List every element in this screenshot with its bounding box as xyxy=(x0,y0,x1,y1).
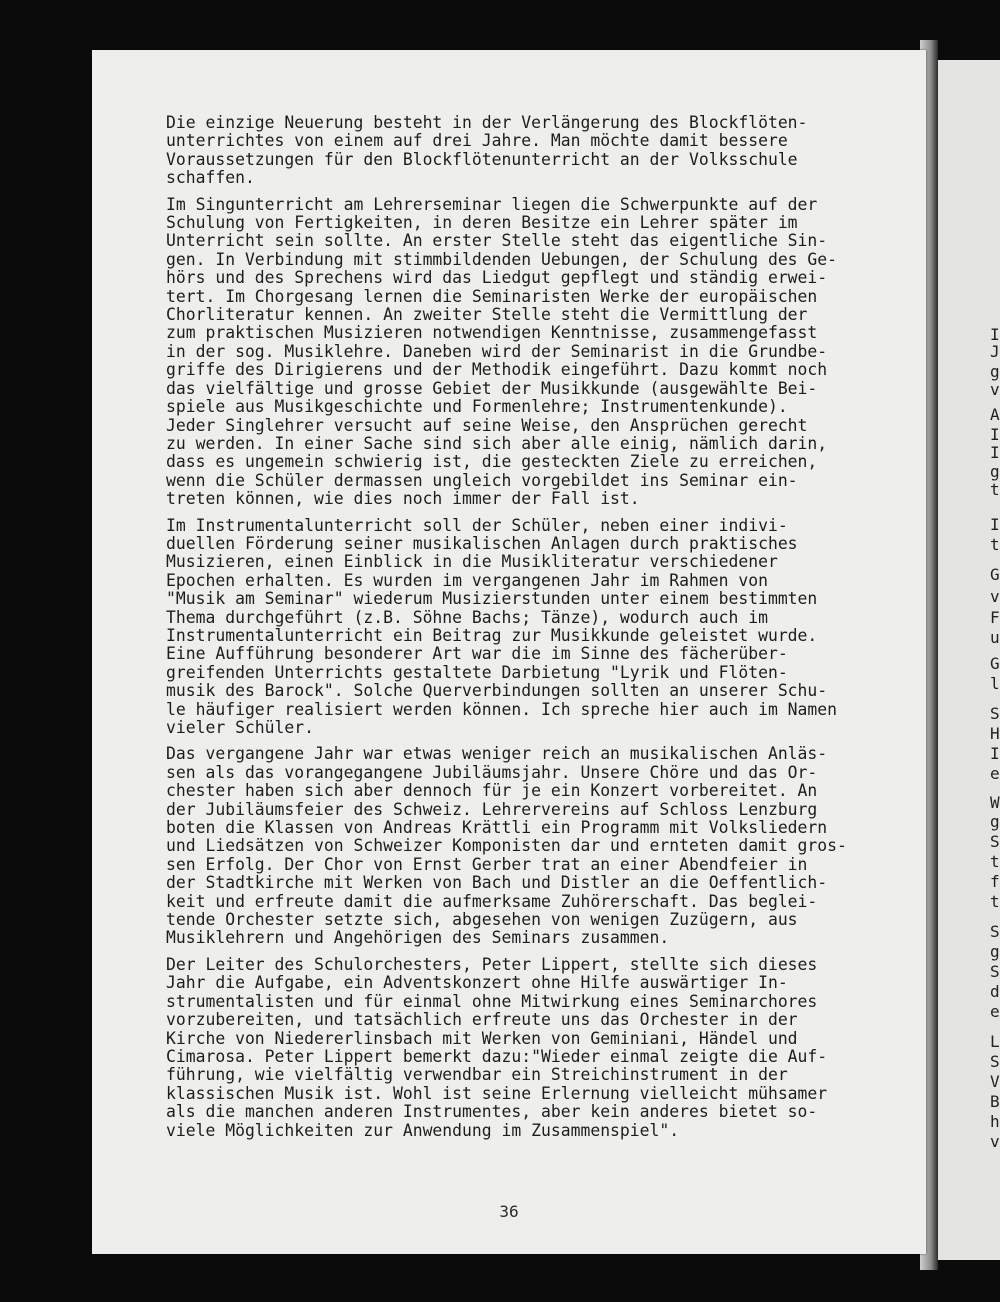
text-line: Jeder Singlehrer versucht auf seine Weise, den Ansprüchen gerecht xyxy=(166,415,808,435)
facing-page-fragment: V xyxy=(990,1072,1000,1091)
text-line: zu werden. In einer Sache sind sich aber alle einig, nämlich darin, xyxy=(166,433,828,453)
facing-page-fragment: g xyxy=(990,812,1000,831)
text-line: treten können, wie dies noch immer der Fall ist. xyxy=(166,489,640,509)
facing-page-fragment: J xyxy=(990,342,1000,361)
text-line: Voraussetzungen für den Blockflötenunterricht an der Volksschule xyxy=(166,149,798,169)
facing-page-fragment: f xyxy=(990,872,1000,891)
body-text xyxy=(166,114,926,1148)
text-line: hörs und des Sprechens wird das Liedgut gepflegt und ständig erwei- xyxy=(166,268,828,288)
text-line: als die manchen anderen Instrumentes, aber kein anderes bietet so- xyxy=(166,1102,818,1122)
text-line: dass es ungemein schwierig ist, die gesteckten Ziele zu erreichen, xyxy=(166,452,818,472)
facing-page-fragment: I xyxy=(990,425,1000,444)
text-line: Kirche von Niedererlinsbach mit Werken von Geminiani, Händel und xyxy=(166,1028,798,1048)
paragraph xyxy=(166,517,926,738)
text-line: vorzubereiten, und tatsächlich erfreute uns das Orchester in der xyxy=(166,1010,798,1030)
facing-page-fragment: S xyxy=(990,704,1000,723)
facing-page-fragment: I xyxy=(990,515,1000,534)
facing-page-fragment: g xyxy=(990,942,1000,961)
text-line: in der sog. Musiklehre. Daneben wird der Seminarist in die Grundbe- xyxy=(166,341,828,361)
facing-page-fragment: S xyxy=(990,832,1000,851)
text-line: klassischen Musik ist. Wohl ist seine Erlernung vielleicht mühsamer xyxy=(166,1083,828,1103)
facing-page-fragment: B xyxy=(990,1092,1000,1111)
text-line: "Musik am Seminar" wiederum Musizierstunden unter einem bestimmten xyxy=(166,589,818,609)
text-line: Jahr die Aufgabe, ein Adventskonzert ohne Hilfe auswärtiger In- xyxy=(166,973,788,993)
facing-page-fragment: t xyxy=(990,852,1000,871)
text-line: griffe des Dirigierens und der Methodik eingeführt. Dazu kommt noch xyxy=(166,360,828,380)
text-line: Epochen erhalten. Es wurden im vergangenen Jahr im Rahmen von xyxy=(166,570,768,590)
text-line: Thema durchgeführt (z.B. Söhne Bachs; Tänze), wodurch auch im xyxy=(166,607,768,627)
text-line: vieler Schüler. xyxy=(166,718,315,737)
facing-page-fragment: t xyxy=(990,535,1000,554)
text-line: schaffen. xyxy=(166,168,255,188)
facing-page-fragment: v xyxy=(990,1132,1000,1151)
facing-page-fragment: e xyxy=(990,1002,1000,1021)
text-line: der Jubiläumsfeier des Schweiz. Lehrervereins auf Schloss Lenzburg xyxy=(166,799,818,819)
facing-page-fragment: g xyxy=(990,362,1000,381)
facing-page xyxy=(936,60,1000,1260)
facing-page-fragment: v xyxy=(990,380,1000,399)
facing-page-fragment: H xyxy=(990,724,1000,743)
text-line: Musizieren, einen Einblick in die Musikliteratur verschiedener xyxy=(166,552,778,572)
paragraph xyxy=(166,745,926,947)
facing-page-fragment: S xyxy=(990,922,1000,941)
text-line: und Liedsätzen von Schweizer Komponisten dar und ernteten damit gros- xyxy=(166,836,847,856)
document-page xyxy=(92,50,926,1254)
facing-page-fragment: d xyxy=(990,982,1000,1001)
text-line: boten die Klassen von Andreas Krättli ein Programm mit Volksliedern xyxy=(166,818,828,838)
text-line: musik des Barock". Solche Querverbindungen sollten an unserer Schu- xyxy=(166,681,828,701)
text-line: zum praktischen Musizieren notwendigen Kenntnisse, zusammengefasst xyxy=(166,323,818,343)
text-line: chester haben sich aber dennoch für je ein Konzert vorbereitet. An xyxy=(166,781,818,801)
text-line: Cimarosa. Peter Lippert bemerkt dazu:"Wieder einmal zeigte die Auf- xyxy=(166,1046,828,1066)
text-line: Im Singunterricht am Lehrerseminar liegen die Schwerpunkte auf der xyxy=(166,194,818,214)
text-line: strumentalisten und für einmal ohne Mitwirkung eines Seminarchores xyxy=(166,991,818,1011)
paragraph xyxy=(166,956,926,1140)
text-line: unterrichtes von einem auf drei Jahre. Man möchte damit bessere xyxy=(166,131,788,151)
facing-page-fragment: l xyxy=(990,674,1000,693)
text-line: tende Orchester setzte sich, abgesehen von wenigen Zuzügern, aus xyxy=(166,910,798,930)
text-line: Unterricht sein sollte. An erster Stelle steht das eigentliche Sin- xyxy=(166,231,828,251)
text-line: der Stadtkirche mit Werken von Bach und Distler an die Oeffentlich- xyxy=(166,873,828,893)
text-line: le häufiger realisiert werden können. Ich spreche hier auch im Namen xyxy=(166,699,838,719)
facing-page-fragment: F xyxy=(990,608,1000,627)
text-line: wenn die Schüler dermassen ungleich vorgebildet ins Seminar ein- xyxy=(166,470,798,490)
facing-page-fragment: L xyxy=(990,1032,1000,1051)
text-line: sen Erfolg. Der Chor von Ernst Gerber trat an einer Abendfeier in xyxy=(166,854,808,874)
text-line: sen als das vorangegangene Jubiläumsjahr. Unsere Chöre und das Or- xyxy=(166,762,818,782)
paragraph xyxy=(166,196,926,509)
text-line: Musiklehrern und Angehörigen des Seminars zusammen. xyxy=(166,928,670,948)
text-line: gen. In Verbindung mit stimmbildenden Uebungen, der Schulung des Ge- xyxy=(166,249,838,269)
text-line: tert. Im Chorgesang lernen die Seminaristen Werke der europäischen xyxy=(166,286,818,306)
facing-page-fragment: t xyxy=(990,480,1000,499)
text-line: Chorliteratur kennen. An zweiter Stelle steht die Vermittlung der xyxy=(166,305,808,325)
text-line: Instrumentalunterricht ein Beitrag zur Musikkunde geleistet wurde. xyxy=(166,625,818,645)
facing-page-fragment: I xyxy=(990,744,1000,763)
page-number: 36 xyxy=(499,1202,519,1221)
facing-page-fragment: S xyxy=(990,1052,1000,1071)
facing-page-fragment: g xyxy=(990,462,1000,481)
text-line: das vielfältige und grosse Gebiet der Musikkunde (ausgewählte Bei- xyxy=(166,378,818,398)
facing-page-fragment: I xyxy=(990,443,1000,462)
facing-page-fragment: G xyxy=(990,565,1000,584)
facing-page-fragment: G xyxy=(990,654,1000,673)
text-line: Das vergangene Jahr war etwas weniger reich an musikalischen Anläs- xyxy=(166,744,828,764)
facing-page-fragment: W xyxy=(990,793,1000,812)
text-line: Eine Aufführung besonderer Art war die im Sinne des fächerüber- xyxy=(166,644,788,664)
text-line: Die einzige Neuerung besteht in der Verlängerung des Blockflöten- xyxy=(166,113,808,132)
text-line: Der Leiter des Schulorchesters, Peter Lippert, stellte sich dieses xyxy=(166,954,818,974)
text-line: duellen Förderung seiner musikalischen Anlagen durch praktisches xyxy=(166,533,798,553)
text-line: spiele aus Musikgeschichte und Formenlehre; Instrumentenkunde). xyxy=(166,397,788,417)
text-line: greifenden Unterrichts gestaltete Darbietung "Lyrik und Flöten- xyxy=(166,662,788,682)
facing-page-fragment: I xyxy=(990,325,1000,344)
text-line: Schulung von Fertigkeiten, in deren Besitze ein Lehrer später im xyxy=(166,213,798,233)
facing-page-fragment: e xyxy=(990,764,1000,783)
facing-page-fragment: h xyxy=(990,1112,1000,1131)
text-line: Im Instrumentalunterricht soll der Schüler, neben einer indivi- xyxy=(166,515,788,535)
paragraph xyxy=(166,114,926,188)
facing-page-fragment: t xyxy=(990,892,1000,911)
facing-page-fragment: S xyxy=(990,962,1000,981)
text-line: führung, wie vielfältig verwendbar ein Streichinstrument in der xyxy=(166,1065,788,1085)
facing-page-fragment: A xyxy=(990,405,1000,424)
text-line: keit und erfreute damit die aufmerksame Zuhörerschaft. Das beglei- xyxy=(166,891,818,911)
facing-page-fragment: v xyxy=(990,587,1000,606)
facing-page-fragment: u xyxy=(990,628,1000,647)
text-line: viele Möglichkeiten zur Anwendung im Zusammenspiel". xyxy=(166,1120,680,1140)
